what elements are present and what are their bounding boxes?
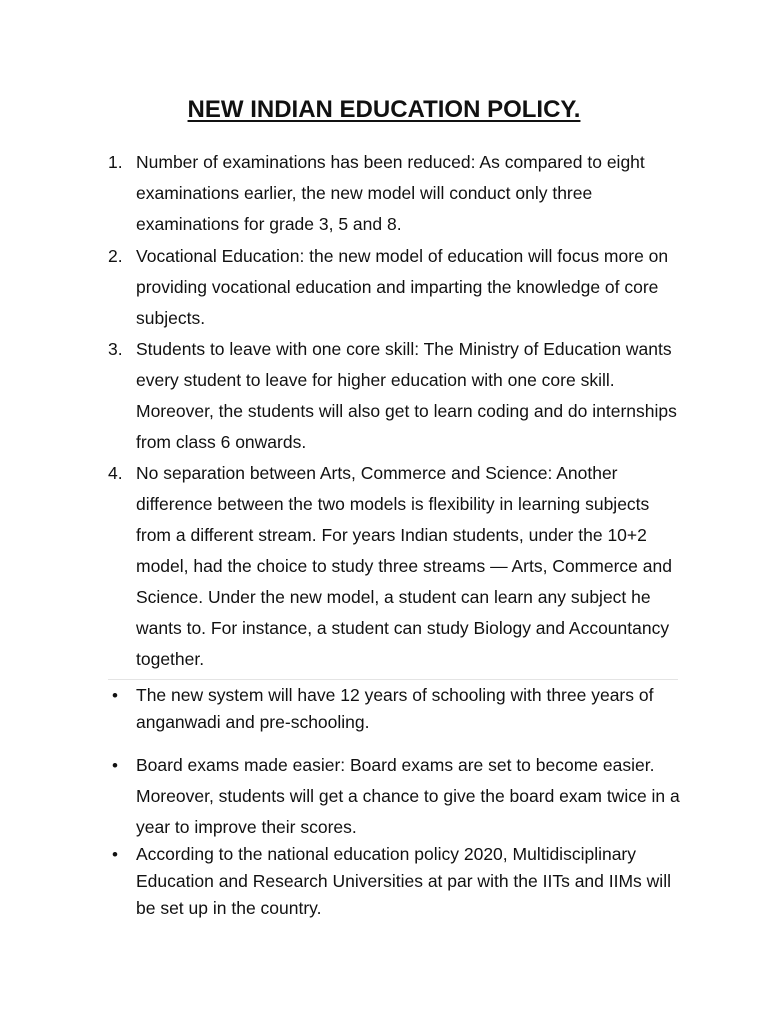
list-item-text: The new system will have 12 years of schooling with three years of anganwadi and pre-schooling. (136, 685, 654, 732)
bullet-marker: • (112, 845, 118, 864)
list-item-text: According to the national education policy 2020, Multidisciplinary Education and Research Universities at par with the IITs and IIMs will be set up in the country. (136, 844, 671, 918)
list-number: 3. (108, 339, 123, 359)
bullet-marker: • (112, 756, 118, 775)
bullet-marker: • (112, 686, 118, 705)
numbered-list-item (108, 241, 688, 334)
list-item-text: Students to leave with one core skill: The Ministry of Education wants every student to leave for higher education with one core skill. Moreover, the students will also get to learn coding and do internships from class 6 onwards. (136, 339, 677, 452)
list-item-text: Number of examinations has been reduced: As compared to eight examinations earlier, the new model will conduct only three examinations for grade 3, 5 and 8. (136, 152, 645, 234)
list-number: 2. (108, 246, 123, 266)
page-title: NEW INDIAN EDUCATION POLICY. (187, 96, 581, 123)
list-number: 4. (108, 463, 123, 483)
numbered-list-item (108, 334, 688, 458)
bullet-list-item (108, 750, 688, 843)
numbered-list-item (108, 458, 688, 675)
list-number: 1. (108, 152, 123, 172)
list-item-text: Board exams made easier: Board exams are set to become easier. Moreover, students will get a chance to give the board exam twice in a year to improve their scores. (136, 755, 680, 837)
section-divider (108, 679, 678, 680)
bullet-list-item (108, 841, 688, 922)
list-item-text: Vocational Education: the new model of education will focus more on providing vocational education and imparting the knowledge of core subjects. (136, 246, 669, 328)
bullet-list-item (108, 682, 688, 736)
list-item-text: No separation between Arts, Commerce and Science: Another difference between the two models is flexibility in learning subjects from a different stream. For years Indian students, under the 10+2 model, had the choice to study three streams — Arts, Commerce and Science. Under the new model, a student can learn any subject he wants to. For instance, a student can study Biology and Accountancy together. (136, 463, 672, 669)
numbered-list-item (108, 147, 688, 240)
